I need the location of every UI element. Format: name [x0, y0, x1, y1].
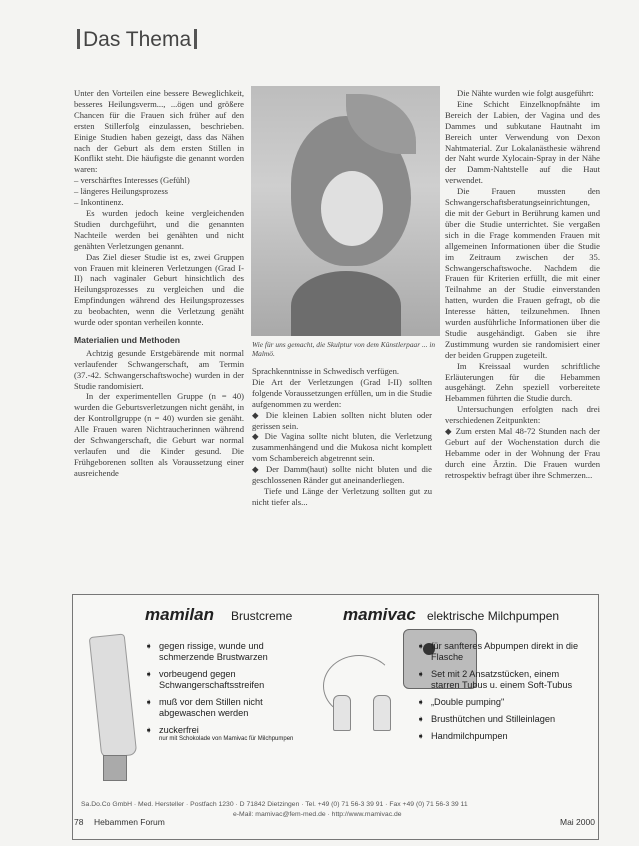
list-item: – längeres Heilungsprozess	[74, 186, 169, 197]
feature-text: muß vor dem Stillen nicht abgewaschen werden	[159, 697, 263, 718]
bottle-image	[333, 695, 351, 731]
column-3	[445, 88, 600, 481]
list-item: ◆ Zum ersten Mal 48-72 Stunden nach der Geburt auf der Wochenstation durch die Hebamme oder in der Wohnung der Frau durch eine Ärztin. Die Frauen wurden retrospektiv befragt über ihre Schmerzen...	[445, 426, 600, 480]
feature-item	[417, 641, 589, 663]
feature-text: zuckerfrei	[159, 725, 199, 735]
feature-item	[417, 697, 589, 708]
feature-item	[145, 697, 305, 719]
list-item-text: Der Damm(haut) sollte nicht bluten und die geschlossenen Ränder gut aneinanderliegen.	[252, 464, 432, 486]
list-item-text: Die kleinen Labien sollten nicht bluten oder gerissen sein.	[252, 409, 432, 431]
arrow-bullet-icon: ➧	[417, 641, 425, 651]
col2-paragraph: Sprachkenntnisse in Schwedisch verfügen.	[252, 366, 400, 376]
feature-text: vorbeugend gegen Schwangerschaftsstreifen	[159, 669, 265, 690]
mamilan-features	[145, 641, 305, 749]
sculpture-photo	[251, 86, 440, 336]
col1-list	[74, 175, 244, 208]
arrow-bullet-icon: ➧	[417, 714, 425, 724]
list-item: ◆ Die kleinen Labien sollten nicht bluten oder gerissen sein.	[252, 409, 432, 431]
column-2	[252, 366, 432, 508]
col2-paragraph: Tiefe und Länge der Verletzung sollten gut zu nicht tiefer als...	[252, 485, 432, 507]
feature-item	[145, 669, 305, 691]
cream-tube-cap	[103, 755, 127, 781]
title-bar-left	[77, 29, 80, 49]
cream-tube-image	[89, 633, 138, 758]
feature-text: gegen rissige, wunde und schmerzende Brustwarzen	[159, 641, 268, 662]
mamivac-logo: mamivac	[343, 605, 416, 624]
section-header	[74, 28, 200, 52]
arrow-bullet-icon: ➧	[417, 697, 425, 707]
col1-paragraph: Es wurden jedoch keine vergleichenden Studien durchgeführt, und die genannten Nachteile werden bei genähten und nicht genähten Verletzungen genannt.	[74, 207, 244, 251]
mamilan-logo: mamilan	[145, 605, 214, 624]
mamivac-features	[417, 641, 589, 748]
sculpture-base	[291, 271, 401, 336]
mamilan-subtitle: Brustcreme	[231, 609, 293, 623]
list-item: ◆ Der Damm(haut) sollte nicht bluten und die geschlossenen Ränder gut aneinanderliegen.	[252, 464, 432, 486]
sculpture-opening	[321, 171, 383, 246]
col3-paragraph: Eine Schicht Einzelknopfnähte im Bereich der Labien, der Vagina und des Dammes und subkutane Hautnaht im Bereich unter Verwendung von Dexon Nahtmaterial. Zur Lokalanästhesie während der Naht wurde Xylocain-Spray in der Nähe der Damm-Nahtstelle auf die Haut verwendet.	[445, 98, 600, 186]
col3-paragraph: Im Kreissaal wurden schriftliche Erläuterungen für die Hebammen ausgehängt. Zehn speziell vorbereitete Hebammen führten die Studie durch.	[445, 360, 600, 404]
advertisement	[72, 594, 599, 840]
ad-email-line: e-Mail: mamivac@fem-med.de · http://www.mamivac.de	[233, 811, 402, 818]
feature-text: für sanfteres Abpumpen direkt in die Flasche	[431, 641, 579, 662]
feature-item	[417, 669, 589, 691]
list-item: ◆ Die Vagina sollte nicht bluten, die Verletzung zusammenhängend und die Mukosa nicht komplett vom Schambereich abgetrennt sein.	[252, 431, 432, 464]
bottle-image	[373, 695, 391, 731]
feature-item	[417, 714, 589, 725]
feature-text: Brusthütchen und Stilleinlagen	[431, 714, 556, 724]
arrow-bullet-icon: ➧	[145, 669, 153, 679]
methods-heading: Materialien und Methoden	[74, 334, 180, 345]
arrow-bullet-icon: ➧	[417, 669, 425, 679]
zucker-note: nur mit Schokolade von Mamivac für Milchpumpen	[159, 736, 294, 742]
list-item: – Inkontinenz.	[74, 197, 124, 208]
ad-company-line: Sa.Do.Co GmbH · Med. Hersteller · Postfach 1230 · D 71842 Dietzingen · Tel. +49 (0) 71 56-3 39 91 · Fax +49 (0) 71 56-3 39 11	[81, 801, 468, 808]
title-bar-right	[194, 29, 197, 49]
arrow-bullet-icon: ➧	[145, 697, 153, 707]
photo-caption: Wie für uns gemacht, die Skulptur von dem Künstlerpaar ... in Malmö.	[252, 340, 436, 358]
mamivac-subtitle: elektrische Milchpumpen	[427, 609, 560, 623]
col3-paragraph: Die Frauen mussten den Schwangerschaftsberatungseinrichtungen, die mit der Geburt in Berührung kamen und über die Studie unterrichtet. Sie vergaßen sich in die Frage kommenden Frauen mit allgemeinen Informationen über die Studie im Zeitraum zwischen der 35. Schwangerschaftswoche. Nachdem die Frauen für Kriterien erfüllt, die mit einer Teilnahme an der Studie einverstanden hatten, wurden die Frauen gefragt, ob die Interesse hätten, teilzunehmen. Ihnen wurden ausführliche Informationen über die Studie ausgehändigt. Gaben sie ihre Zustimmung wurden sie randomisiert einer der beiden Gruppen zugeteilt.	[445, 186, 600, 360]
journal-name: Hebammen Forum	[94, 817, 165, 827]
col3-paragraph: Untersuchungen erfolgten nach drei verschiedenen Zeitpunkten:	[445, 404, 600, 426]
arrow-bullet-icon: ➧	[145, 725, 153, 735]
arrow-bullet-icon: ➧	[417, 731, 425, 741]
feature-text: Set mit 2 Ansatzstücken, einem starren Tubus u. einem Soft-Tubus	[431, 669, 573, 690]
list-item-text: Die Vagina sollte nicht bluten, die Verletzung zusammenhängend und die Mukosa nicht komplett vom Schambereich abgetrennt sein.	[252, 431, 432, 464]
col1-paragraph: Das Ziel dieser Studie ist es, zwei Gruppen von Frauen mit kleineren Verletzungen (Grad I-II) nach vaginaler Geburt hinsichtlich des Heilungsprozesses zu vergleichen und die Empfindungen während des Heilungsprozesses zu beobachten, wenn die Verletzung genäht wurde oder spontan verheilen konnte.	[74, 251, 244, 328]
list-item: – verschärftes Interesses (Gefühl)	[74, 175, 190, 186]
column-1	[74, 88, 244, 479]
page-number: 78	[74, 817, 84, 827]
list-item-text: Zum ersten Mal 48-72 Stunden nach der Geburt auf der Wochenstation durch die Hebamme oder in der Wohnung der Frau durch eine Ärztin. Die Frauen wurden retrospektiv befragt über ihre Schmerzen...	[445, 426, 600, 480]
feature-item	[145, 725, 305, 743]
col2-paragraph: Die Art der Verletzungen (Grad I-II) sollten folgende Voraussetzungen erfüllen, um in die Studie aufgenommen zu werden:	[252, 376, 432, 409]
feature-text: Handmilchpumpen	[431, 731, 508, 741]
col1-paragraph: In der experimentellen Gruppe (n = 40) wurden die Geburtsverletzungen nicht genäht, in der Kontrollgruppe (n = 40) wurden sie genäht. Alle Frauen waren Nichtraucherinnen während der Schwangerschaft, die Geburt war normal verlaufen und die Kinder gesund. Die Frühgeborenen sollten als Voraussetzung einer ausreichende	[74, 391, 244, 478]
section-title: Das Thema	[83, 28, 192, 51]
col3-list	[445, 426, 600, 481]
col1-paragraph: Unter den Vorteilen eine bessere Beweglichkeit, besseres Heilungsverm..., ...ögen und größere Chancen für die Frauen sich früher auf den ersten Stillerfolg einzulassen, beschrieben. Einige Studien haben gezeigt, dass das Nähen nach der Geburt als dem ersten Stillen in Konflikt steht. Die häufigste die genannt worden waren:	[74, 88, 244, 175]
issue-date: Mai 2000	[560, 817, 595, 827]
feature-item	[145, 641, 305, 663]
feature-item	[417, 731, 589, 742]
arrow-bullet-icon: ➧	[145, 641, 153, 651]
feature-text: „Double pumping"	[431, 697, 505, 707]
col3-paragraph: Die Nähte wurden wie folgt ausgeführt:	[457, 88, 594, 98]
col1-paragraph: Achtzig gesunde Erstgebärende mit normal verlaufender Schwangerschaft, am Termin (37.-42. Schwangerschaftswoche) wurden in der Studie randomisiert.	[74, 347, 244, 391]
col2-list	[252, 410, 432, 486]
